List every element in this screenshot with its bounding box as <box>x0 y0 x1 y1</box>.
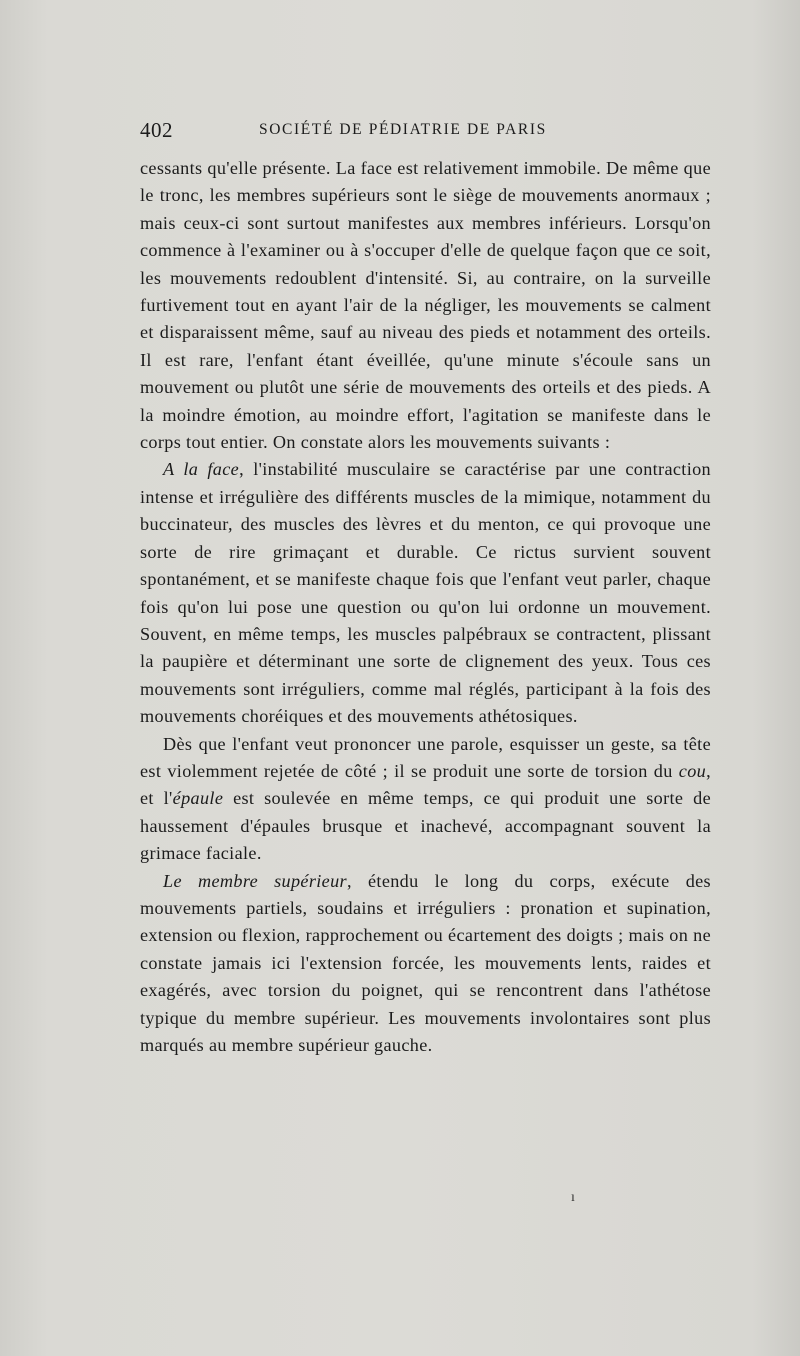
paragraph-4-lead: Le membre supérieur <box>163 870 347 891</box>
paragraph-3-text-a: Dès que l'enfant veut prononcer une parole, esquisser un geste, sa tête est violemment rejetée de côté ; il se produit une sorte de torsion du <box>140 733 711 781</box>
stray-ink-mark: ı <box>571 1190 575 1205</box>
paragraph-2 <box>140 456 711 730</box>
body-text <box>140 155 711 1059</box>
paragraph-1-text: cessants qu'elle présente. La face est relativement immobile. De même que le tronc, les membres supérieurs sont le siège de mouvements anormaux ; mais ceux-ci sont surtout manifestes aux membres inférieurs. Lorsqu'on commence à l'examiner ou à s'occuper d'elle de quelque façon que ce soit, les mouvements redoublent d'intensité. Si, au contraire, on la surveille furtivement tout en ayant l'air de la négliger, les mouvements se calment et disparaissent même, sauf au niveau des pieds et notamment des orteils. Il est rare, l'enfant étant éveillée, qu'une minute s'écoule sans un mouvement ou plutôt une série de mouvements des orteils et des pieds. A la moindre émotion, au moindre effort, l'agitation se manifeste dans le corps tout entier. On constate alors les mouvements suivants : <box>140 158 711 453</box>
paragraph-2-lead: A la face <box>163 459 240 480</box>
paragraph-4 <box>140 868 711 1060</box>
paragraph-3-em-epaule: épaule <box>172 788 224 809</box>
paragraph-2-text: , l'instabilité musculaire se caractérise par une contraction intense et irrégulière des différents muscles de la mimique, notamment du buccinateur, des muscles des lèvres et du menton, ce qui provoque une sorte de rire grimaçant et durable. Ce rictus survient souvent spontanément, et se manifeste chaque fois que l'enfant veut parler, chaque fois qu'on lui pose une question ou qu'on lui ordonne un mouvement. Souvent, en même temps, les muscles palpébraux se contractent, plissant la paupière et déterminant une sorte de clignement des yeux. Tous ces mouvements sont irréguliers, comme mal réglés, participant à la fois des mouvements choréiques et des mouvements athétosiques. <box>140 459 712 727</box>
paragraph-3 <box>140 731 711 868</box>
page-header <box>140 118 710 148</box>
paragraph-3-em-cou: cou <box>678 760 707 781</box>
paragraph-3-text-b: , et l' <box>140 760 711 809</box>
page-number: 402 <box>140 118 173 142</box>
running-head: SOCIÉTÉ DE PÉDIATRIE DE PARIS <box>259 121 547 138</box>
paragraph-4-text: , étendu le long du corps, exécute des mouvements partiels, soudains et irréguliers : pronation et supination, extension ou flexion, rapprochement ou écartement des doigts ; mais on ne constate jamais ici l'extension forcée, les mouvements lents, raides et exagérés, avec torsion du poignet, qui se rencontrent dans l'athétose typique du membre supérieur. Les mouvements involontaires sont plus marqués au membre supérieur gauche. <box>140 870 711 1055</box>
paragraph-3-text-c: est soulevée en même temps, ce qui produit une sorte de haussement d'épaules brusque et inachevé, accompagnant souvent la grimace faciale. <box>140 788 711 864</box>
paragraph-1 <box>140 155 711 456</box>
